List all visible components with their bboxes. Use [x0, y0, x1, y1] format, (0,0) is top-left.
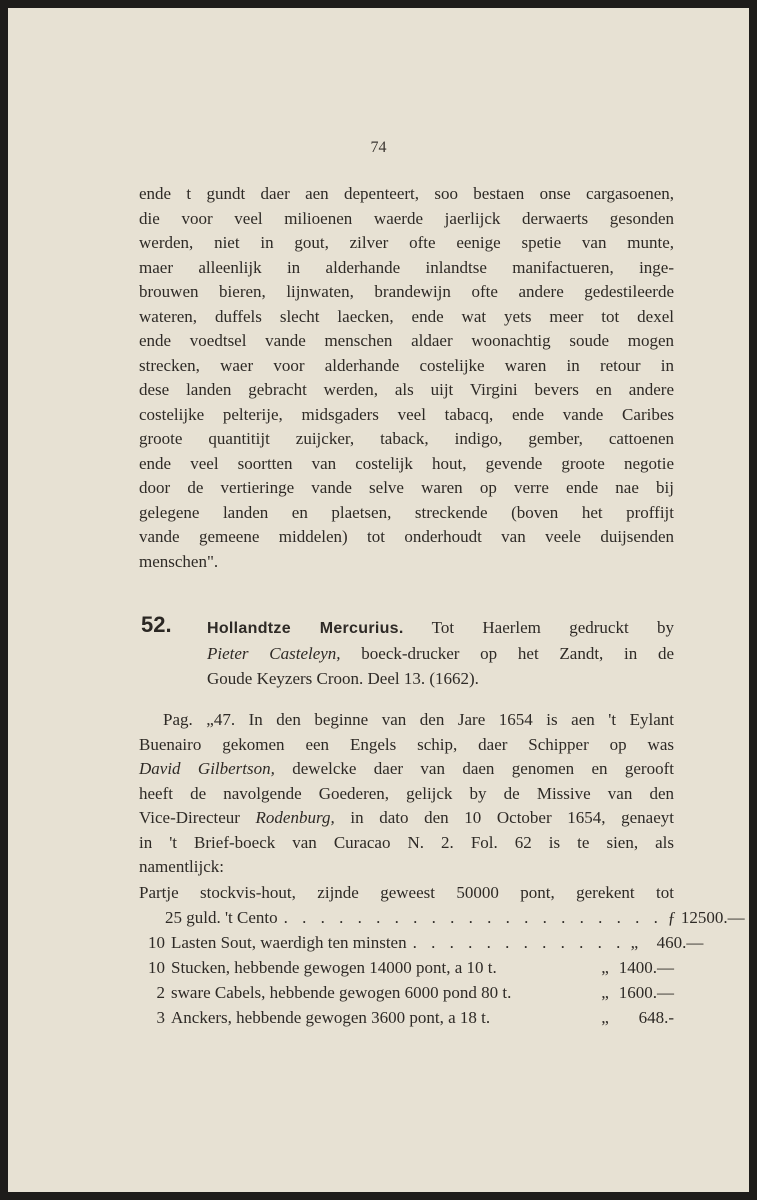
quantity: 2 — [156, 983, 165, 1002]
text-line: strecken, waer voor alderhande costelijke waren in retour in — [139, 355, 674, 375]
entry-source: boeck-drucker op het Zandt, in de — [340, 644, 675, 663]
entry-source: Tot Haerlem gedruckt by — [403, 618, 674, 637]
amount: 12500.— — [680, 908, 745, 927]
entry-paragraph — [139, 708, 674, 880]
leader-dots: . . . . . . . . . . . . — [412, 933, 626, 952]
text-line: namentlijck: — [139, 857, 224, 876]
currency-mark: ƒ — [667, 908, 677, 927]
text-line: ende voedtsel vande menschen aldaer woonachtig soude mogen — [139, 331, 674, 350]
amount: 1600.— — [618, 983, 674, 1002]
currency-mark: „ — [601, 1008, 609, 1027]
quantity: 10 — [148, 933, 165, 952]
text-line: heeft de navolgende Goederen, gelijck by de Missive van den — [139, 783, 674, 803]
text-line: in 't Brief-boeck van Curacao N. 2. Fol. 62 is te sien, als — [139, 832, 674, 852]
text-line: die voor veel milioenen waerde jaerlijck derwaerts gesonden — [139, 208, 674, 228]
goods-item: 10 Stucken, hebbende gewogen 14000 pont, a 10 t. „ 1400.— — [139, 955, 674, 980]
amount: 648.- — [638, 1008, 674, 1027]
entry-heading — [207, 615, 674, 691]
entry-title: Hollandtze Mercurius. — [207, 620, 404, 637]
text-line: costelijke pelterije, midsgaders veel tabacq, ende vande Caribes — [139, 404, 674, 424]
text-line: wateren, duffels slecht laecken, ende wat yets meer tot dexel — [139, 306, 674, 326]
currency-mark: „ — [630, 933, 639, 952]
text-line: groote quantitijt zuijcker, taback, indigo, gember, cattoenen — [139, 429, 674, 448]
entry-source: Goude Keyzers Croon. Deel 13. (1662). — [207, 669, 479, 688]
amount: 460.— — [656, 933, 704, 952]
text-line: Pag. „47. In den beginne van den Jare 1654 is aen 't Eylant — [163, 710, 674, 729]
page-number: 74 — [370, 139, 387, 156]
quantity: 3 — [156, 1008, 165, 1027]
person-name: David Gilbertson, — [139, 759, 275, 778]
quantity: 10 — [148, 958, 165, 977]
text-line: werden, niet in gout, zilver ofte eenige spetie van munte, — [139, 233, 674, 252]
currency-mark: „ — [601, 958, 609, 977]
quoted-paragraph — [139, 182, 674, 574]
printer-name: Pieter Casteleyn, — [207, 644, 341, 663]
goods-item: 3 Anckers, hebbende gewogen 3600 pont, a 18 t. „ 648.- — [139, 1005, 674, 1030]
goods-item: 10 Lasten Sout, waerdigh ten minsten . . . . . . . . . . . . „ 460.— — [139, 930, 674, 955]
goods-item: Partje stockvis-hout, zijnde geweest 50000 pont, gerekent tot — [139, 883, 674, 902]
text-line: dese landen gebracht werden, als uijt Virgini bevers en andere — [139, 380, 674, 399]
person-name: Rodenburg, — [255, 808, 335, 827]
goods-item: 2 sware Cabels, hebbende gewogen 6000 pond 80 t. „ 1600.— — [139, 980, 674, 1005]
text-line: Buenairo gekomen een Engels schip, daer Schipper op was — [139, 734, 674, 754]
book-page — [8, 8, 749, 1192]
text-line: gelegene landen en plaetsen, streckende (boven het proffijt — [139, 502, 674, 522]
entry-number: 52. — [141, 612, 172, 637]
goods-list — [139, 880, 745, 1030]
amount: 1400.— — [618, 958, 674, 977]
text-line: vande gemeene middelen) tot onderhoudt van veele duijsenden — [139, 527, 674, 546]
text-line: ende t gundt daer aen depenteert, soo bestaen onse cargasoenen, — [139, 184, 674, 203]
text-line: brouwen bieren, lijnwaten, brandewijn ofte andere gedestileerde — [139, 282, 674, 301]
goods-item: 25 guld. 't Cento . . . . . . . . . . . . . . . . . . . . . ƒ 12500.— — [139, 905, 674, 930]
text-line: menschen". — [139, 551, 219, 571]
text-line: ende veel soortten van costelijk hout, gevende groote negotie — [139, 453, 674, 473]
leader-dots: . . . . . . . . . . . . . . . . . . . . . — [283, 908, 663, 927]
text-line: door de vertieringe vande selve waren op verre ende nae bij — [139, 478, 674, 497]
text-line: maer alleenlijk in alderhande inlandtse manifactueren, inge- — [139, 257, 674, 277]
text-line: David Gilbertson, dewelcke daer van daen genomen en gerooft — [139, 759, 674, 778]
currency-mark: „ — [601, 983, 609, 1002]
text-line: Vice-Directeur Rodenburg, in dato den 10 October 1654, genaeyt — [139, 808, 674, 827]
